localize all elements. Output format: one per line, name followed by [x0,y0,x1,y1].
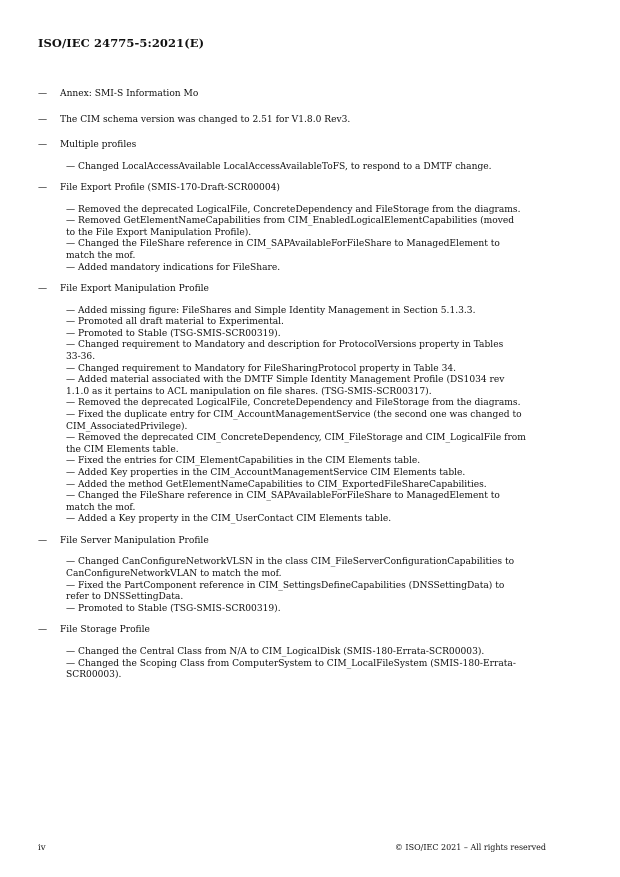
change-subitem-line: — Removed the deprecated LogicalFile, ConcreteDependency and FileStorage from the diagrams. [66,398,521,409]
change-subitem-line: — Added the method GetElementNameCapabilities to CIM_ExportedFileShareCapabilities. [66,479,487,490]
change-subitem-line: — Promoted to Stable (TSG-SMIS-SCR00319). [66,603,281,614]
change-subitem-line: — Added material associated with the DMTF Simple Identity Management Profile (DS1034 rev [66,375,505,386]
change-subitem-line: 33-36. [66,352,96,363]
change-list [38,88,558,691]
change-subitem-line: — Changed the Central Class from N/A to CIM_LogicalDisk (SMIS-180-Errata-SCR00003). [66,646,485,657]
change-subitem-line: — Added Key properties in the CIM_AccountManagementService CIM Elements table. [66,467,466,478]
change-subitem-line: — Changed requirement to Mandatory and description for ProtocolVersions property in Tables [66,340,504,351]
change-entry [38,88,558,101]
change-subitem-line: — Changed the FileShare reference in CIM_SAPAvailableForFileShare to ManagedElement to [66,491,500,502]
change-subitem-line: to the File Export Manipulation Profile). [66,227,252,238]
change-subitems [66,162,558,174]
change-entry-title: The CIM schema version was changed to 2.51 for V1.8.0 Rev3. [60,114,351,125]
list-dash: — [38,114,48,125]
change-subitem-line: — Added missing figure: FileShares and Simple Identity Management in Section 5.1.3.3. [66,305,476,316]
change-subitem-line: — Removed the deprecated LogicalFile, ConcreteDependency and FileStorage from the diagrams. [66,204,521,215]
page-footer [38,843,546,853]
copyright-notice: © ISO/IEC 2021 – All rights reserved [394,843,546,852]
change-subitem-line: — Removed GetElementNameCapabilities from CIM_EnabledLogicalElementCapabilities (moved [66,216,515,227]
change-subitem-line: — Fixed the duplicate entry for CIM_AccountManagementService (the second one was changed to [66,410,522,420]
list-dash: — [38,183,48,194]
change-subitem-line: — Fixed the PartComponent reference in CIM_SettingsDefineCapabilities (DNSSettingData) to [66,580,505,591]
change-subitem-line: the CIM Elements table. [66,444,179,455]
change-subitem-line: — Added mandatory indications for FileShare. [66,262,281,273]
change-subitem-line: — Promoted to Stable (TSG-SMIS-SCR00319). [66,328,281,339]
change-entry-title: Multiple profiles [60,140,137,150]
list-dash: — [38,284,48,295]
change-subitems [66,306,558,526]
change-subitems [66,205,558,275]
change-subitem-line: — Changed the FileShare reference in CIM_SAPAvailableForFileShare to ManagedElement to [66,239,500,250]
page-number: iv [38,843,46,853]
change-subitem-line: — Promoted all draft material to Experimental. [66,317,284,328]
change-subitem-line: — Changed CanConfigureNetworkVLSN in the class CIM_FileServerConfigurationCapabilities to [66,557,515,568]
change-subitems [66,557,558,615]
change-subitem-line: — Changed the Scoping Class from ComputerSystem to CIM_LocalFileSystem (SMIS-180-Errata- [66,658,516,669]
document-id-header: ISO/IEC 24775-5:2021(E) [38,36,205,50]
change-entry [38,182,558,195]
change-subitem-line: CanConfigureNetworkVLAN to match the mof. [66,569,282,580]
change-entry-title: File Export Manipulation Profile [60,284,209,295]
change-subitem-line: — Changed LocalAccessAvailable LocalAccessAvailableToFS, to respond to a DMTF change. [66,161,492,172]
change-entry-title: File Server Manipulation Profile [60,535,209,546]
change-entry [38,624,558,637]
change-subitem-line: SCR00003). [66,670,122,681]
change-entry-title: File Export Profile (SMIS-170-Draft-SCR00004) [60,183,280,194]
list-dash: — [38,625,48,636]
change-entry-title: File Storage Profile [60,625,150,636]
list-dash: — [38,140,48,150]
change-subitem-line: match the mof. [66,502,136,513]
change-subitem-line: match the mof. [66,250,136,261]
change-subitem-line: — Fixed the entries for CIM_ElementCapabilities in the CIM Elements table. [66,456,421,467]
change-entry [38,283,558,296]
list-dash: — [38,89,48,99]
change-entry-title: Annex: SMI-S Information Mo [60,89,199,99]
change-subitem-line: CIM_AssociatedPrivilege). [66,421,188,432]
change-entry [38,535,558,548]
change-subitem-line: — Changed requirement to Mandatory for FileSharingProtocol property in Table 34. [66,363,457,374]
change-entry [38,139,558,152]
change-subitem-line: — Removed the deprecated CIM_ConcreteDependency, CIM_FileStorage and CIM_LogicalFile from [66,433,526,444]
change-subitem-line: 1.1.0 as it pertains to ACL manipulation on file shares. (TSG-SMIS-SCR00317). [66,386,432,397]
change-entry [38,114,558,127]
change-subitems [66,647,558,682]
change-subitem-line: refer to DNSSettingData. [66,592,184,603]
list-dash: — [38,535,48,546]
change-subitem-line: — Added a Key property in the CIM_UserContact CIM Elements table. [66,514,392,525]
